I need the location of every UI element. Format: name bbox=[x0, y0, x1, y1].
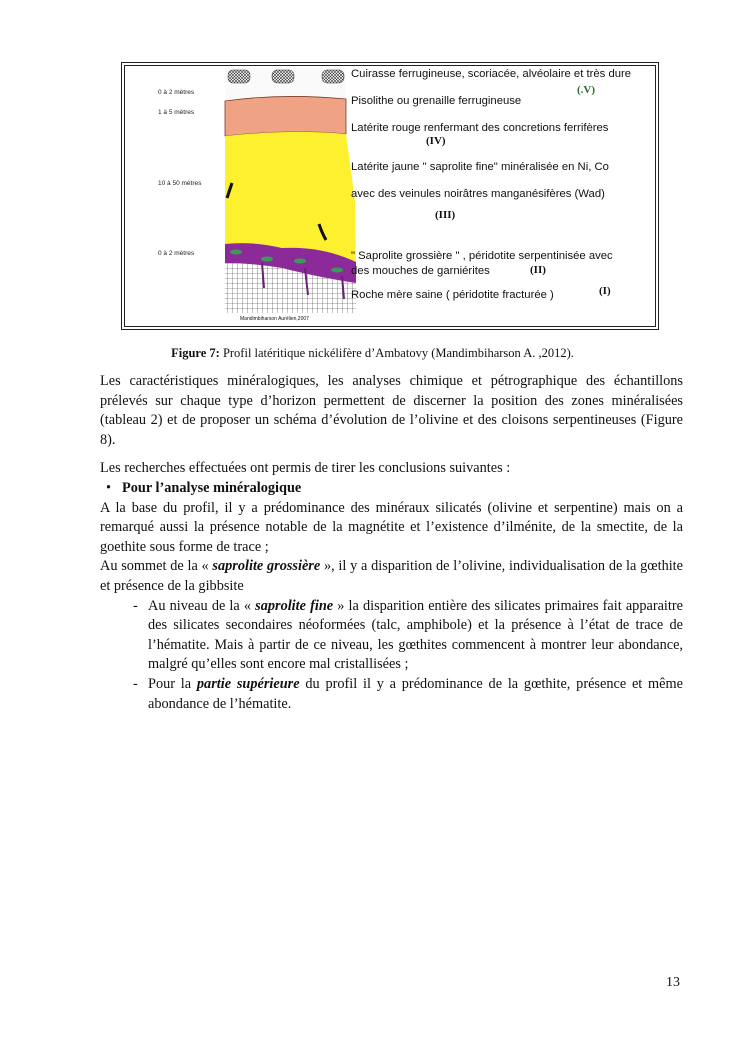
paragraph: Les caractéristiques minéralogiques, les analyses chimique et pétrographique des échantillons prélevés sur chaque type d’horizon permettent de discerner la position des zones minéralisées (tableau 2) et de proposer un schéma d’évolution de l’olivine et des cloisons serpentineuses (Figure 8). bbox=[100, 373, 683, 448]
depth-label: 10 à 50 mètres bbox=[158, 180, 202, 187]
depth-label: 0 à 2 mètres bbox=[158, 250, 195, 257]
text: Au sommet de la « bbox=[100, 558, 213, 575]
layer-label: des mouches de garniérites bbox=[351, 265, 490, 277]
layer-label: " Saprolite grossière " , péridotite serpentinisée avec bbox=[351, 250, 613, 262]
text: Au niveau de la « bbox=[148, 597, 256, 614]
layer-label: Pisolithe ou grenaille ferrugineuse bbox=[351, 95, 522, 107]
dash-marker: - bbox=[133, 675, 138, 692]
bullet-heading: • Pour l’analyse minéralogique bbox=[100, 479, 683, 499]
emphasis: saprolite grossière bbox=[212, 558, 321, 575]
horizon-number: (III) bbox=[435, 209, 456, 221]
horizon-number: (II) bbox=[530, 264, 546, 276]
text: Pour la bbox=[148, 675, 197, 692]
layer-label: Latérite jaune " saprolite fine" minéralisée en Ni, Co bbox=[351, 161, 609, 173]
layer-label: Cuirasse ferrugineuse, scoriacée, alvéolaire et très dure bbox=[351, 68, 632, 80]
layer-label: Roche mère saine ( péridotite fracturée ) bbox=[351, 289, 554, 301]
horizon-number: (IV) bbox=[426, 135, 446, 147]
text: » la disparition entière des silicates primaires fait apparaitre des silicates secondaires néoformées (talc, amphibole) et la présence à l’état de trace de l’hématite. Mais à partir de ce niveau, les gœthites commencent à montrer leur abondance, malgré qu’elles sont encore mal cristallisées ; bbox=[148, 597, 683, 673]
paragraph: A la base du profil, il y a prédominance des minéraux silicatés (olivine et serpentine) mais on a remarqué aussi la présence notable de la magnétite et l’existence d’ilménite, de la smectite, de la goethite sous forme de trace ; bbox=[100, 499, 683, 555]
horizon-number: (.V) bbox=[577, 84, 596, 96]
text: », il y a disparition de l’olivine, individualisation de la gœthite et présence de la gibbsite bbox=[100, 558, 684, 594]
layer-label: avec des veinules noirâtres manganésifères (Wad) bbox=[351, 188, 605, 200]
horizon-number: (I) bbox=[599, 285, 611, 297]
paragraph bbox=[100, 557, 683, 596]
dash-marker: - bbox=[133, 597, 138, 614]
figure-credit: Mandimbiharson Aurélien,2007 bbox=[240, 316, 309, 322]
depth-label: 1 à 5 mètres bbox=[158, 109, 195, 116]
caption-text: Profil latéritique nickélifère d’Ambatovy (Mandimbiharson A. ,2012). bbox=[219, 346, 574, 360]
emphasis: saprolite fine bbox=[255, 597, 334, 614]
depth-label: 0 à 2 mètres bbox=[158, 89, 195, 96]
figure-caption bbox=[0, 346, 745, 361]
caption-label: Figure 7: bbox=[171, 346, 220, 360]
page-number: 13 bbox=[666, 975, 680, 990]
layer-label: Latérite rouge renfermant des concretions ferrifères bbox=[351, 122, 609, 134]
figure-laterite-profile bbox=[121, 62, 659, 330]
dash-list-item bbox=[100, 597, 683, 675]
dash-list-item bbox=[100, 675, 683, 714]
paragraph: Les recherches effectuées ont permis de tirer les conclusions suivantes : bbox=[100, 460, 511, 477]
body-text bbox=[100, 372, 683, 714]
text: du profil il y a prédominance de la gœthite, présence et même abondance de l’hématite. bbox=[148, 675, 683, 712]
emphasis: partie supérieure bbox=[196, 675, 300, 692]
